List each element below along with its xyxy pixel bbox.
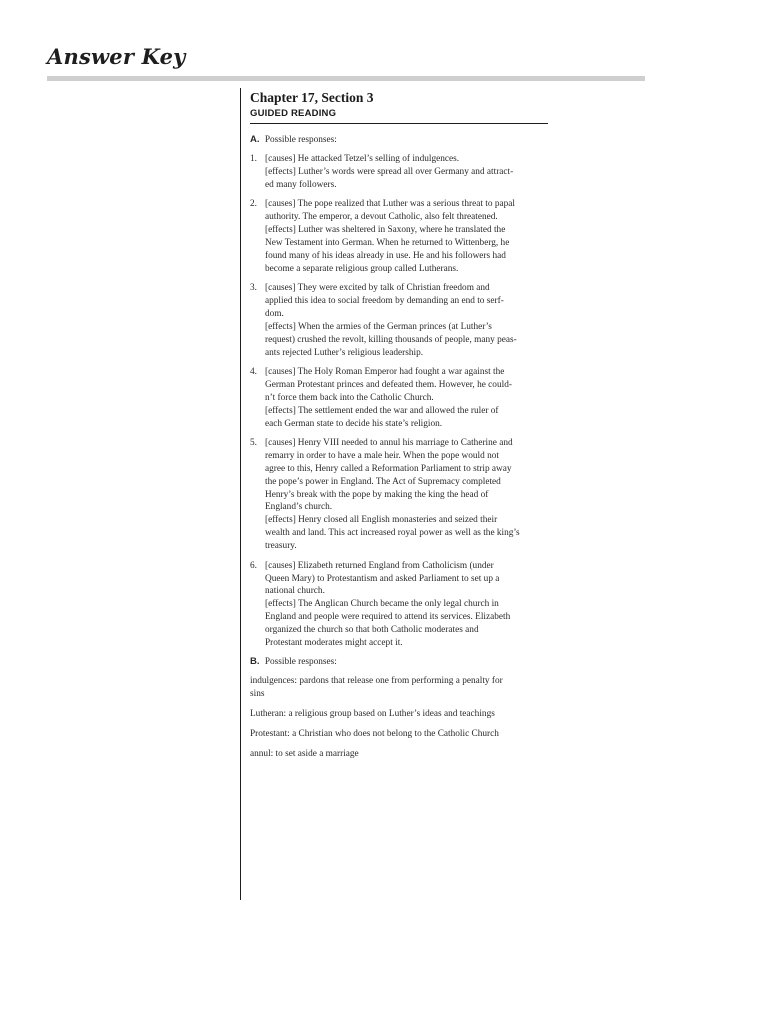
- text-line: German Protestant princes and defeated them. However, he could-: [265, 379, 512, 390]
- text-line: annul: to set aside a marriage: [250, 748, 359, 759]
- text-line: wealth and land. This act increased royal power as well as the king’s: [265, 528, 520, 539]
- text-line: sins: [250, 689, 265, 700]
- part-a-letter: A.: [250, 133, 260, 145]
- text-line: [effects] The Anglican Church became the only legal church in: [265, 599, 499, 610]
- part-a-list: [250, 153, 548, 650]
- text-line: Queen Mary) to Protestantism and asked Parliament to set up a: [265, 573, 500, 584]
- text-line: ed many followers.: [265, 179, 337, 190]
- text-line: [effects] The settlement ended the war and allowed the ruler of: [265, 405, 499, 416]
- item-number: 1.: [250, 153, 257, 164]
- text-line: organized the church so that both Catholic moderates and: [265, 625, 479, 636]
- item-number: 2.: [250, 199, 257, 210]
- answer-column: [250, 88, 548, 768]
- text-line: found many of his ideas already in use. He and his followers had: [265, 250, 506, 261]
- part-b-heading: [250, 656, 548, 669]
- text-line: authority. The emperor, a devout Catholic, also felt threatened.: [265, 211, 498, 222]
- text-line: Protestant moderates might accept it.: [265, 638, 403, 649]
- text-line: [causes] Elizabeth returned England from Catholicism (under: [265, 560, 494, 571]
- text-line: agree to this, Henry called a Reformation Parliament to strip away: [265, 463, 512, 474]
- answer-item: [250, 560, 548, 650]
- item-number: 3.: [250, 282, 257, 293]
- page-title: Answer Key: [47, 44, 186, 69]
- text-line: England and people were required to attend its services. Elizabeth: [265, 612, 511, 623]
- item-text: [265, 282, 548, 359]
- text-line: dom.: [265, 308, 284, 319]
- text-line: remarry in order to have a male heir. When the pope would not: [265, 450, 499, 461]
- vocabulary-definition: [250, 708, 548, 721]
- section-label: GUIDED READING: [250, 108, 548, 124]
- item-text: [265, 153, 548, 192]
- vocabulary-definition: [250, 675, 548, 701]
- column-divider: [240, 88, 241, 900]
- text-line: treasury.: [265, 541, 297, 552]
- text-line: New Testament into German. When he returned to Wittenberg, he: [265, 237, 510, 248]
- text-line: [causes] Henry VIII needed to annul his marriage to Catherine and: [265, 437, 513, 448]
- answer-item: [250, 437, 548, 553]
- vocabulary-definition: [250, 728, 548, 741]
- text-line: each German state to decide his state’s religion.: [265, 418, 443, 429]
- answer-item: [250, 282, 548, 359]
- answer-item: [250, 153, 548, 192]
- text-line: applied this idea to social freedom by demanding an end to serf-: [265, 295, 504, 306]
- text-line: [effects] When the armies of the German princes (at Luther’s: [265, 321, 492, 332]
- text-line: national church.: [265, 586, 325, 597]
- item-text: [265, 437, 548, 553]
- item-text: [265, 560, 548, 650]
- part-a-heading: [250, 134, 548, 147]
- item-text: [265, 366, 548, 431]
- item-number: 6.: [250, 560, 257, 571]
- answer-item: [250, 198, 548, 275]
- text-line: [effects] Luther’s words were spread all over Germany and attract-: [265, 166, 514, 177]
- text-line: England’s church.: [265, 502, 333, 513]
- heading-divider: [47, 76, 645, 81]
- item-text: [265, 198, 548, 275]
- text-line: [effects] Henry closed all English monasteries and seized their: [265, 515, 498, 526]
- text-line: become a separate religious group called Lutherans.: [265, 263, 459, 274]
- item-number: 4.: [250, 366, 257, 377]
- text-line: [causes] The Holy Roman Emperor had fought a war against the: [265, 366, 505, 377]
- text-line: [effects] Luther was sheltered in Saxony, where he translated the: [265, 224, 506, 235]
- item-number: 5.: [250, 437, 257, 448]
- text-line: the pope’s power in England. The Act of Supremacy completed: [265, 476, 501, 487]
- part-a-intro: Possible responses:: [264, 134, 337, 145]
- text-line: [causes] They were excited by talk of Christian freedom and: [265, 282, 490, 293]
- text-line: n’t force them back into the Catholic Church.: [265, 392, 434, 403]
- vocabulary-definition: [250, 748, 548, 761]
- chapter-title: Chapter 17, Section 3: [250, 90, 374, 105]
- answer-item: [250, 366, 548, 431]
- text-line: request) crushed the revolt, killing thousands of people, many peas-: [265, 334, 517, 345]
- text-line: ants rejected Luther’s religious leadership.: [265, 347, 424, 358]
- text-line: Protestant: a Christian who does not belong to the Catholic Church: [250, 729, 499, 740]
- text-line: [causes] He attacked Tetzel’s selling of indulgences.: [265, 153, 460, 164]
- part-b-letter: B.: [250, 656, 260, 668]
- text-line: [causes] The pope realized that Luther was a serious threat to papal: [265, 199, 515, 210]
- text-line: Lutheran: a religious group based on Luther’s ideas and teachings: [250, 709, 495, 720]
- part-b-intro: Possible responses:: [264, 657, 337, 668]
- text-line: Henry’s break with the pope by making the king the head of: [265, 489, 489, 500]
- text-line: indulgences: pardons that release one from performing a penalty for: [250, 676, 503, 687]
- part-b-list: [250, 675, 548, 761]
